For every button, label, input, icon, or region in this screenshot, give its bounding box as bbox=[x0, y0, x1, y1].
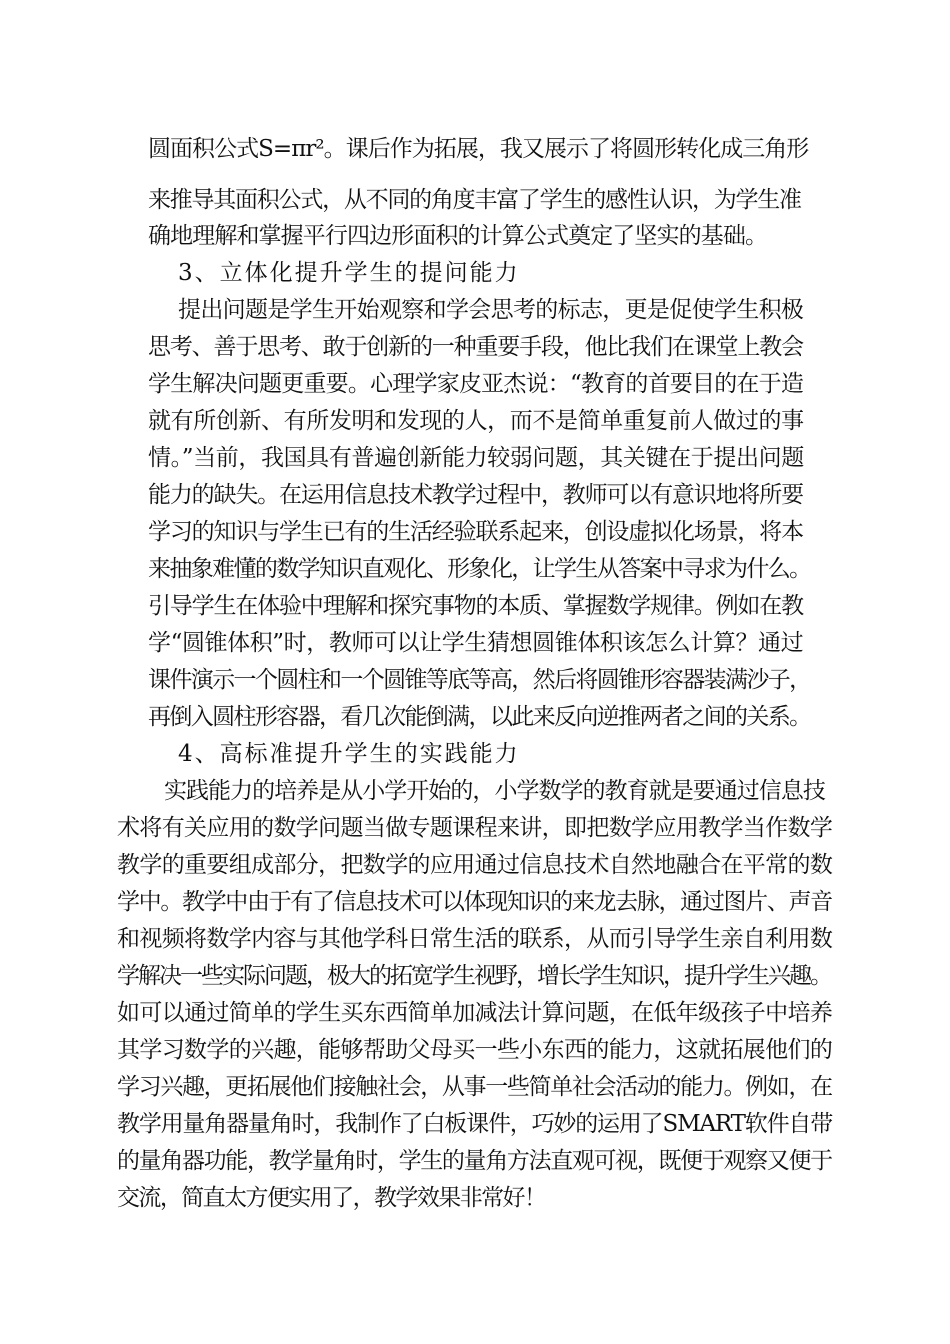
paragraph-line: 来推导其面积公式，从不同的角度丰富了学生的感性认识，为学生准 bbox=[148, 187, 801, 213]
paragraph-line: 其学习数学的兴趣，能够帮助父母买一些小东西的能力，这就拓展他们的 bbox=[117, 1037, 833, 1063]
paragraph-line: 确地理解和掌握平行四边形面积的计算公式奠定了坚实的基础。 bbox=[148, 223, 768, 249]
paragraph-line: 能力的缺失。在运用信息技术教学过程中，教师可以有意识地将所要 bbox=[148, 482, 803, 508]
paragraph-line: 提出问题是学生开始观察和学会思考的标志，更是促使学生积极 bbox=[178, 297, 804, 323]
paragraph-line: 学习的知识与学生已有的生活经验联系起来，创设虚拟化场景，将本 bbox=[148, 519, 803, 545]
paragraph-line: 就有所创新、有所发明和发现的人，而不是简单重复前人做过的事 bbox=[148, 408, 804, 434]
paragraph-line: 教学的重要组成部分，把数学的应用通过信息技术自然地融合在平常的数 bbox=[117, 852, 833, 878]
paragraph-line: 学中。教学中由于有了信息技术可以体现知识的来龙去脉，通过图片、声音 bbox=[117, 889, 832, 915]
paragraph-line: 实践能力的培养是从小学开始的，小学数学的教育就是要通过信息技 bbox=[164, 778, 825, 804]
paragraph-line: 情。”当前，我国具有普遍创新能力较弱问题，其关键在于提出问题 bbox=[148, 445, 804, 471]
paragraph-line: 再倒入圆柱形容器，看几次能倒满，以此来反向逆推两者之间的关系。 bbox=[148, 704, 811, 730]
paragraph-line: 如可以通过简单的学生买东西简单加减法计算问题，在低年级孩子中培养 bbox=[117, 1000, 833, 1026]
paragraph-line: 学习兴趣，更拓展他们接触社会，从事一些简单社会活动的能力。例如，在 bbox=[117, 1074, 832, 1100]
paragraph-line: 学解决一些实际问题，极大的拓宽学生视野，增长学生知识，提升学生兴趣。 bbox=[117, 963, 831, 989]
section-heading-3: 3、立体化提升学生的提问能力 bbox=[178, 260, 520, 286]
paragraph-line: 圆面积公式S=πr²。课后作为拓展，我又展示了将圆形转化成三角形 bbox=[148, 136, 809, 162]
paragraph-line: 学生解决问题更重要。心理学家皮亚杰说：“教育的首要目的在于造 bbox=[148, 371, 804, 397]
paragraph-line: 教学用量角器量角时，我制作了白板课件，巧妙的运用了SMART软件自带 bbox=[117, 1111, 833, 1137]
section-heading-4: 4、高标准提升学生的实践能力 bbox=[178, 741, 520, 767]
paragraph-line: 和视频将数学内容与其他学科日常生活的联系，从而引导学生亲自利用数 bbox=[117, 926, 833, 952]
paragraph-line: 来抽象难懂的数学知识直观化、形象化，让学生从答案中寻求为什么。 bbox=[148, 556, 811, 582]
paragraph-line: 学“圆锥体积”时，教师可以让学生猜想圆锥体积该怎么计算？通过 bbox=[148, 630, 804, 656]
paragraph-line: 课件演示一个圆柱和一个圆锥等底等高，然后将圆锥形容器装满沙子， bbox=[148, 667, 811, 693]
paragraph-line: 术将有关应用的数学问题当做专题课程来讲，即把数学应用教学当作数学 bbox=[117, 815, 833, 841]
paragraph-line: 的量角器功能，教学量角时，学生的量角方法直观可视，既便于观察又便于 bbox=[117, 1148, 832, 1174]
paragraph-line: 引导学生在体验中理解和探究事物的本质、掌握数学规律。例如在教 bbox=[148, 593, 803, 619]
paragraph-line: 交流，简直太方便实用了，教学效果非常好！ bbox=[117, 1185, 546, 1211]
paragraph-line: 思考、善于思考、敢于创新的一种重要手段，他比我们在课堂上教会 bbox=[148, 334, 803, 360]
